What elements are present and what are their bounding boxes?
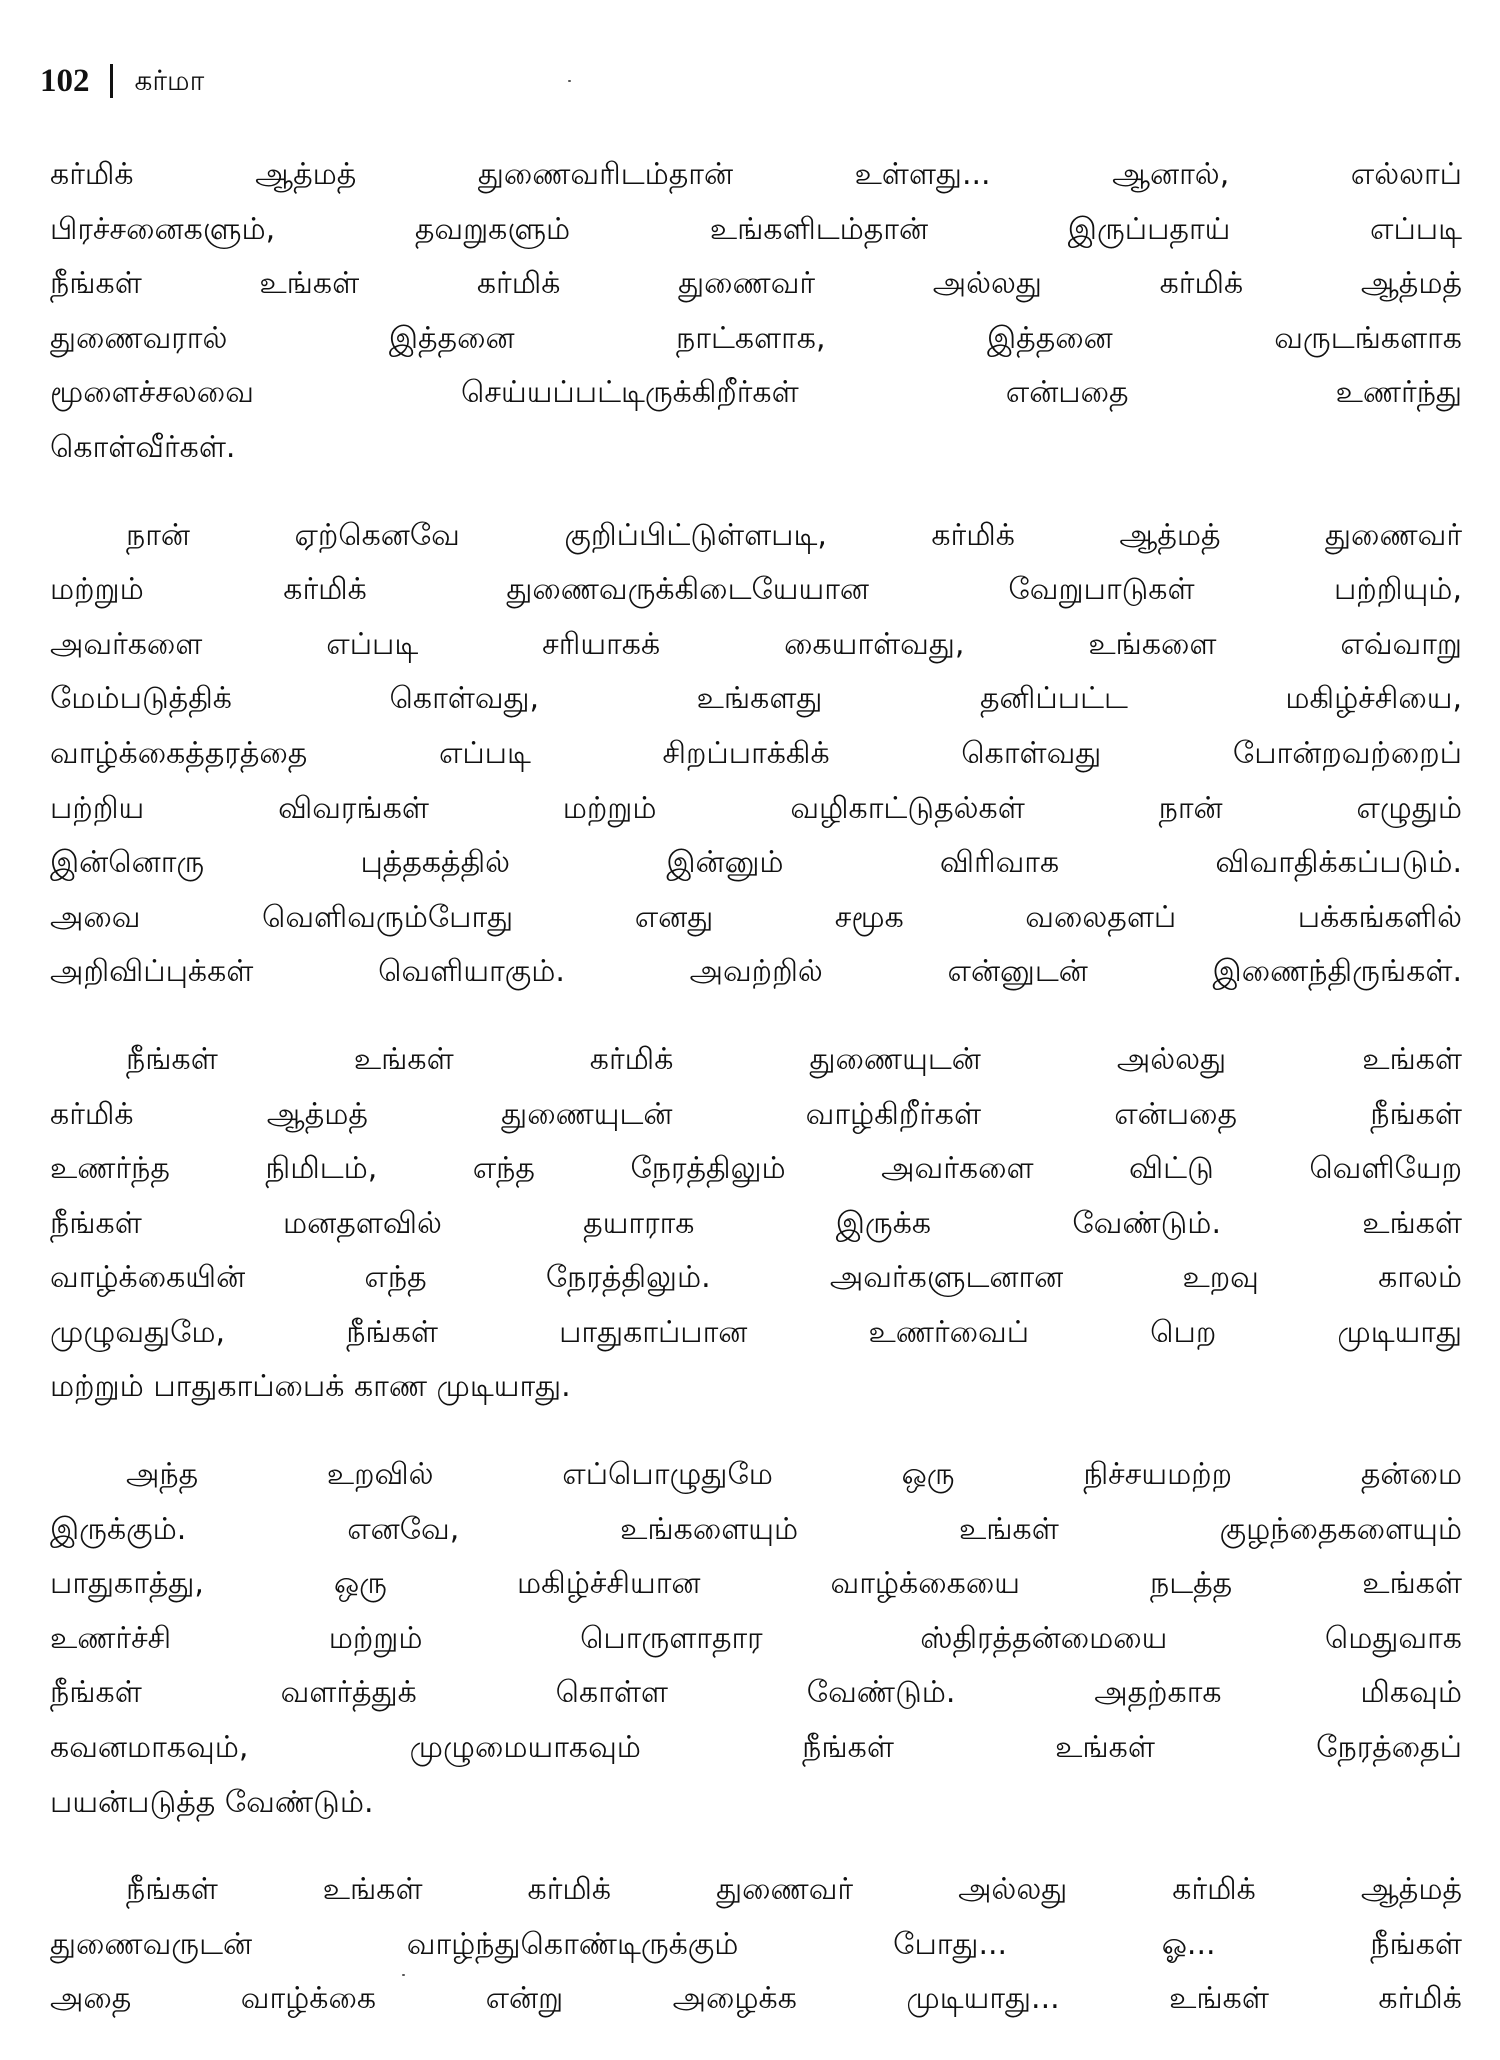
text-line: நீங்கள் உங்கள் கர்மிக் துணையுடன் அல்லது உங்கள் xyxy=(126,1041,1462,1077)
text-line: அவை வெளிவரும்போது எனது சமூக வலைதளப் பக்கங்களில் xyxy=(50,899,1462,935)
text-line: அவர்களை எப்படி சரியாகக் கையாள்வது, உங்களை எவ்வாறு xyxy=(50,626,1462,662)
text-line: மற்றும் கர்மிக் துணைவருக்கிடையேயான வேறுபாடுகள் பற்றியும், xyxy=(50,572,1462,608)
text-line: கவனமாகவும், முழுமையாகவும் நீங்கள் உங்கள் நேரத்தைப் xyxy=(50,1730,1462,1766)
paragraph-continuation xyxy=(50,148,1462,476)
text-line: நீங்கள் வளர்த்துக் கொள்ள வேண்டும். அதற்காக மிகவும் xyxy=(50,1675,1462,1711)
scan-speck xyxy=(568,80,571,82)
text-line: பயன்படுத்த வேண்டும். xyxy=(50,1784,374,1820)
text-line: பற்றிய விவரங்கள் மற்றும் வழிகாட்டுதல்கள் நான் எழுதும் xyxy=(50,790,1462,826)
body-text xyxy=(50,148,1462,2060)
text-line: நீங்கள் உங்கள் கர்மிக் துணைவர் அல்லது கர்மிக் ஆத்மத் xyxy=(50,266,1462,302)
book-title: கர்மா xyxy=(134,64,205,97)
text-line: மூளைச்சலவை செய்யப்பட்டிருக்கிறீர்கள் என்பதை உணர்ந்து xyxy=(50,375,1462,411)
text-line: நான் ஏற்கெனவே குறிப்பிட்டுள்ளபடி, கர்மிக் ஆத்மத் துணைவர் xyxy=(126,517,1462,553)
text-line: முழுவதுமே, நீங்கள் பாதுகாப்பான உணர்வைப் பெற முடியாது xyxy=(50,1314,1462,1350)
text-line: இன்னொரு புத்தகத்தில் இன்னும் விரிவாக விவாதிக்கப்படும். xyxy=(50,845,1462,881)
text-line: கொள்வீர்கள். xyxy=(50,429,236,465)
text-line: மற்றும் பாதுகாப்பைக் காண முடியாது. xyxy=(50,1369,571,1405)
paragraph xyxy=(50,1448,1462,1830)
text-line: வாழ்க்கையின் எந்த நேரத்திலும். அவர்களுடனான உறவு காலம் xyxy=(50,1260,1462,1296)
text-line: உணர்ந்த நிமிடம், எந்த நேரத்திலும் அவர்களை விட்டு வெளியேற xyxy=(50,1151,1462,1187)
text-line: துணைவரால் இத்தனை நாட்களாக, இத்தனை வருடங்களாக xyxy=(50,320,1462,356)
text-line: மேம்படுத்திக் கொள்வது, உங்களது தனிப்பட்ட மகிழ்ச்சியை, xyxy=(50,681,1462,717)
text-line: அந்த உறவில் எப்பொழுதுமே ஒரு நிச்சயமற்ற தன்மை xyxy=(126,1457,1462,1493)
header-divider xyxy=(110,64,113,98)
text-line: வாழ்க்கைத்தரத்தை எப்படி சிறப்பாக்கிக் கொள்வது போன்றவற்றைப் xyxy=(50,735,1462,771)
paragraph xyxy=(50,509,1462,1000)
text-line: கர்மிக் ஆத்மத் துணைவரிடம்தான் உள்ளது... ஆனால், எல்லாப் xyxy=(50,157,1462,192)
text-line: கர்மிக் ஆத்மத் துணையுடன் வாழ்கிறீர்கள் என்பதை நீங்கள் xyxy=(50,1096,1462,1132)
text-line: துணைவருடன் வாழ்ந்துகொண்டிருக்கும் போது... ஓ... நீங்கள் xyxy=(50,1926,1462,1962)
paragraph xyxy=(50,1863,1462,2027)
text-line: பாதுகாத்து, ஒரு மகிழ்ச்சியான வாழ்க்கையை நடத்த உங்கள் xyxy=(50,1566,1462,1602)
text-line: அதை வாழ்க்கை என்று அழைக்க முடியாது... உங்கள் கர்மிக் xyxy=(50,1981,1462,2017)
paragraph xyxy=(50,1033,1462,1415)
text-line: உணர்ச்சி மற்றும் பொருளாதார ஸ்திரத்தன்மையை மெதுவாக xyxy=(50,1620,1462,1656)
text-line: பிரச்சனைகளும், தவறுகளும் உங்களிடம்தான் இருப்பதாய் எப்படி xyxy=(50,211,1462,247)
text-line: நீங்கள் உங்கள் கர்மிக் துணைவர் அல்லது கர்மிக் ஆத்மத் xyxy=(126,1872,1462,1908)
text-line: இருக்கும். எனவே, உங்களையும் உங்கள் குழந்தைகளையும் xyxy=(50,1511,1462,1547)
page-number: 102 xyxy=(40,62,90,99)
running-head xyxy=(40,64,204,98)
text-line: அறிவிப்புக்கள் வெளியாகும். அவற்றில் என்னுடன் இணைந்திருங்கள். xyxy=(50,954,1462,990)
text-line: நீங்கள் மனதளவில் தயாராக இருக்க வேண்டும். உங்கள் xyxy=(50,1205,1462,1241)
